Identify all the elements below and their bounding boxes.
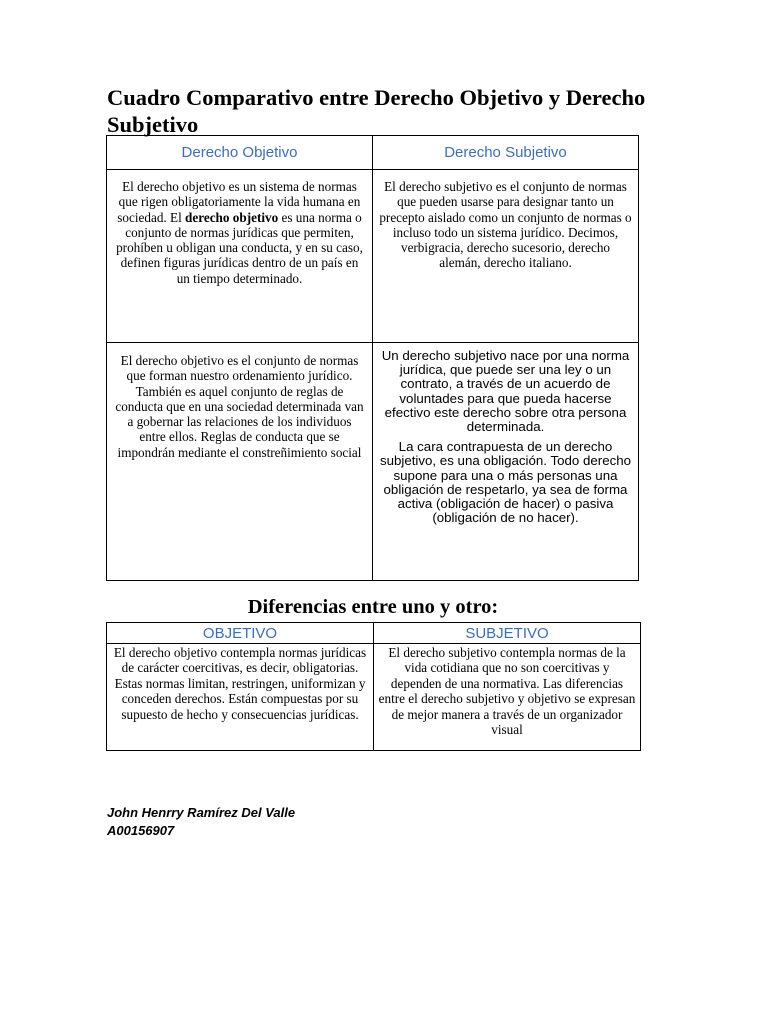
differences-title: Diferencias entre uno y otro:	[247, 596, 499, 618]
objetivo-cell-1	[107, 170, 373, 343]
subjetivo-definition-1: El derecho subjetivo es el conjunto de normas que pueden usarse para designar tanto un precepto aislado como un conjunto de normas o incluso todo un sistema jurídico. Decimos, verbigracia, derecho sucesorio, derecho alemán, derecho italiano.	[379, 179, 632, 271]
subjetivo-difference-cell	[374, 644, 641, 751]
author-name: John Henrry Ramírez Del Valle	[107, 805, 296, 820]
differences-table	[106, 622, 641, 751]
differences-row	[107, 644, 641, 751]
objetivo-text-after: es una norma o conjunto de normas jurídicas que permiten, prohíben u obligan una conducta, y en su caso, definen figuras jurídicas dentro de un país en un tiempo determinado.	[116, 209, 363, 286]
comparison-row	[107, 343, 639, 581]
subjetivo-paragraph-2: La cara contrapuesta de un derecho subjetivo, es una obligación. Todo derecho supone para una o más personas una obligación de respetarlo, ya sea de forma activa (obligación de hacer) o pasiva (obligación de no hacer).	[379, 439, 632, 526]
subjetivo-definition-2	[373, 343, 638, 533]
objetivo-cell-2	[107, 343, 373, 581]
differences-header-row	[107, 623, 641, 644]
header-derecho-objetivo: Derecho Objetivo	[107, 136, 373, 170]
subjetivo-cell-1	[373, 170, 639, 343]
comparison-header-row	[107, 136, 639, 170]
objetivo-difference-text: El derecho objetivo contempla normas jurídicas de carácter coercitivas, es decir, obligatorias. Estas normas limitan, restringen, uniformizan y conceden derechos. Están compuestas por su supuesto de hecho y consecuencias jurídicas.	[113, 645, 367, 722]
subjetivo-cell-2	[373, 343, 639, 581]
author-id: A00156907	[107, 823, 175, 838]
page-title: Cuadro Comparativo entre Derecho Objetivo y Derecho Subjetivo	[107, 85, 646, 137]
objetivo-difference-cell	[107, 644, 374, 751]
comparison-row	[107, 170, 639, 343]
subjetivo-difference-text: El derecho subjetivo contempla normas de la vida cotidiana que no son coercitivas y dependen de una normativa. Las diferencias entre el derecho subjetivo y objetivo se expresan de mejor manera a través de un organizador visual	[378, 645, 636, 738]
comparison-table	[106, 135, 639, 581]
header-subjetivo: SUBJETIVO	[374, 623, 641, 644]
subjetivo-paragraph-1: Un derecho subjetivo nace por una norma jurídica, que puede ser una ley o un contrato, a través de un acuerdo de voluntades para que pueda hacerse efectivo este derecho sobre otra persona determinada.	[381, 348, 630, 435]
objetivo-definition-1	[107, 170, 372, 290]
objetivo-text-before: El derecho objetivo es un sistema de normas que rigen obligatoriamente la vida humana en sociedad. El	[117, 179, 361, 225]
header-derecho-subjetivo: Derecho Subjetivo	[373, 136, 639, 170]
objetivo-definition-2: El derecho objetivo es el conjunto de normas que forman nuestro ordenamiento jurídico. También es aquel conjunto de reglas de conducta que en una sociedad determinada van a gobernar las relaciones de los individuos entre ellos. Reglas de conducta que se impondrán mediante el constreñimiento social	[115, 353, 364, 460]
objetivo-bold-term: derecho objetivo	[185, 209, 279, 225]
header-objetivo: OBJETIVO	[107, 623, 374, 644]
